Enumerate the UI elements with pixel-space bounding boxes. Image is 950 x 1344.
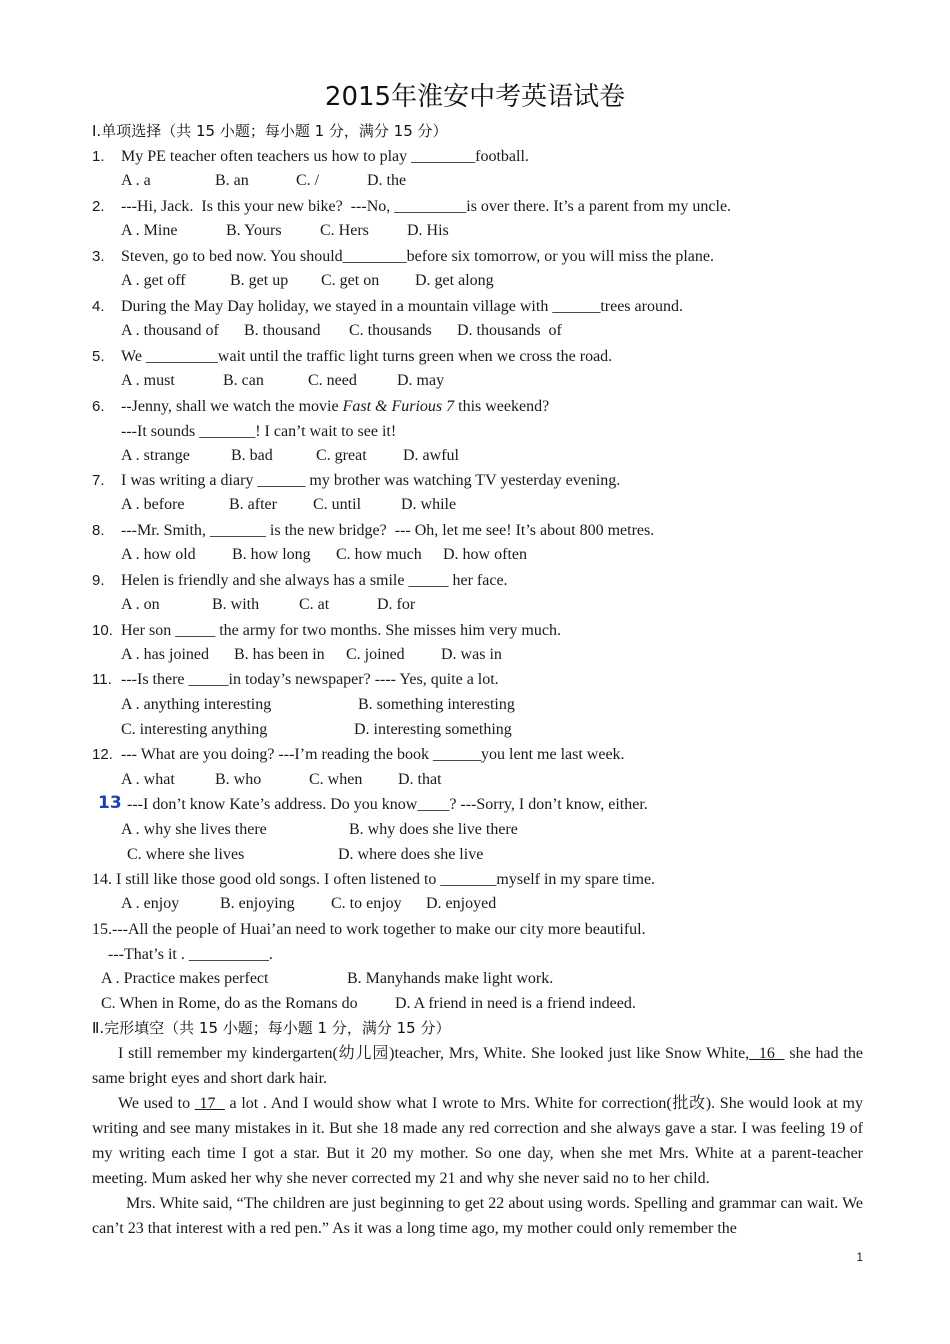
option-b: B. why does she live there: [349, 821, 518, 838]
option-d: D. how often: [443, 546, 527, 563]
option-b: B. get up: [230, 272, 289, 289]
question-number: 11.: [92, 671, 112, 688]
option-d: D. A friend in need is a friend indeed.: [395, 995, 636, 1012]
option-b: B. who: [215, 771, 262, 788]
option-c: C. until: [313, 496, 362, 513]
question-stem: ---Hi, Jack. Is this your new bike? ---No, _________is over there. It’s a parent from my uncle.: [121, 198, 732, 215]
option-b: B. can: [223, 372, 264, 389]
option-a: A . Mine: [121, 222, 178, 239]
question-stem: Her son _____ the army for two months. She misses him very much.: [121, 622, 561, 639]
question-stem: ---Is there _____in today’s newspaper? ---- Yes, quite a lot.: [121, 671, 499, 688]
option-a: A . get off: [121, 272, 186, 289]
option-c: C. When in Rome, do as the Romans do: [101, 995, 358, 1012]
option-b: B. Yours: [226, 222, 282, 239]
question-number: 4.: [92, 298, 105, 315]
question-number: 10.: [92, 622, 113, 639]
option-c: C. where she lives: [127, 846, 245, 863]
option-d: D. that: [398, 771, 442, 788]
question-stem: I was writing a diary ______ my brother was watching TV yesterday evening.: [121, 472, 621, 489]
blank-16: 16: [749, 1045, 785, 1062]
option-a: A . what: [121, 771, 175, 788]
option-a: A . must: [121, 372, 175, 389]
question-stem: ---Mr. Smith, _______ is the new bridge? --- Oh, let me see! It’s about 800 metres.: [121, 522, 655, 539]
question-stem: ---All the people of Huai’an need to work together to make our city more beautiful.: [112, 921, 646, 938]
paragraph-text: Mrs. White said, “The children are just beginning to get 22 about using words. Spelling and grammar can wait. We can’t 23 that interest with a red pen.” As it was a long time ago, my mother could only remember the: [92, 1195, 863, 1237]
option-d: D. where does she live: [338, 846, 484, 863]
question-stem: Helen is friendly and she always has a smile _____ her face.: [121, 572, 508, 589]
option-b: B. after: [229, 496, 277, 513]
option-a: A . before: [121, 496, 185, 513]
passage-paragraph-1: [92, 1041, 863, 1091]
section-heading-multiple-choice: Ⅰ.单项选择（共 15 小题；每小题 1 分，满分 15 分）: [92, 122, 448, 140]
question-stem: Steven, go to bed now. You should________before six tomorrow, or you will miss the plane.: [121, 248, 714, 265]
option-b: B. something interesting: [358, 696, 515, 713]
option-b: B. thousand: [244, 322, 321, 339]
option-d: D. thousands of: [457, 322, 562, 339]
question-number: 2.: [92, 198, 105, 215]
option-d: D. the: [367, 172, 407, 189]
option-b: B. an: [215, 172, 249, 189]
paragraph-text: a lot . And I would show what I wrote to Mrs. White for correction(批改). She would look at my writing and see many mistakes in it. But she 18 made any red correction and she always gave a star. I was feeling 19 of my writing each time I got a star. But it 20 my mother. So one day, when she met Mrs. White at a parent-teacher meeting. Mum asked her why she never corrected my 21 and why she never said no to her child.: [92, 1095, 863, 1187]
question-number: 7.: [92, 472, 105, 489]
option-a: A . Practice makes perfect: [101, 970, 269, 987]
option-c: C. great: [316, 447, 367, 464]
passage-paragraph-3: [92, 1191, 863, 1241]
question-stem-line-2: ---That’s it . __________.: [108, 946, 273, 963]
section-heading-cloze: Ⅱ.完形填空（共 15 小题；每小题 1 分，满分 15 分）: [92, 1019, 451, 1037]
option-d: D. get along: [415, 272, 494, 289]
option-c: C. at: [299, 596, 330, 613]
option-d: D. awful: [403, 447, 459, 464]
option-c: C. thousands: [349, 322, 432, 339]
option-d: D. may: [397, 372, 445, 389]
question-number: 13: [98, 793, 122, 813]
option-d: D. interesting something: [354, 721, 512, 738]
option-d: D. His: [407, 222, 449, 239]
option-d: D. was in: [441, 646, 502, 663]
option-b: B. has been in: [234, 646, 325, 663]
option-c: C. to enjoy: [331, 895, 402, 912]
question-stem: We _________wait until the traffic light turns green when we cross the road.: [121, 348, 613, 365]
question-stem-line-2: ---It sounds _______! I can’t wait to see it!: [121, 423, 397, 440]
question-stem: ---I don’t know Kate’s address. Do you know____? ---Sorry, I don’t know, either.: [127, 796, 648, 813]
option-a: A . thousand of: [121, 322, 219, 339]
question-number: 1.: [92, 148, 105, 165]
option-c: C. joined: [346, 646, 405, 663]
option-b: B. how long: [232, 546, 311, 563]
option-b: B. enjoying: [220, 895, 295, 912]
question-number: 6.: [92, 398, 105, 415]
option-c: C. interesting anything: [121, 721, 268, 738]
option-a: A . strange: [121, 447, 190, 464]
option-a: A . enjoy: [121, 895, 180, 912]
option-b: B. Manyhands make light work.: [347, 970, 554, 987]
movie-title: Fast & Furious 7: [342, 398, 455, 415]
option-b: B. with: [212, 596, 260, 613]
option-a: A . why she lives there: [121, 821, 267, 838]
blank-17: 17: [194, 1095, 225, 1112]
option-c: C. /: [296, 172, 320, 189]
question-stem: During the May Day holiday, we stayed in a mountain village with ______trees around.: [121, 298, 683, 315]
option-c: C. need: [308, 372, 357, 389]
option-c: C. when: [309, 771, 363, 788]
question-number: 15.: [92, 921, 112, 938]
question-stem: My PE teacher often teachers us how to play ________football.: [121, 148, 529, 165]
option-c: C. Hers: [320, 222, 369, 239]
option-d: D. for: [377, 596, 416, 613]
option-d: D. enjoyed: [426, 895, 497, 912]
paragraph-text: she had the same bright eyes and short dark hair.: [92, 1045, 863, 1087]
option-d: D. while: [401, 496, 457, 513]
question-stem: [121, 397, 549, 417]
page-title: 2015年淮安中考英语试卷: [324, 82, 626, 112]
question-number-and-stem: [92, 870, 655, 890]
option-b: B. bad: [231, 447, 273, 464]
question-number: 14.: [92, 871, 112, 888]
paragraph-text: I still remember my kindergarten(幼儿园)teacher, Mrs, White. She looked just like Snow White,: [118, 1045, 750, 1062]
question-stem: --- What are you doing? ---I’m reading the book ______you lent me last week.: [121, 746, 625, 763]
stem-text: --Jenny, shall we watch the movie: [121, 398, 343, 415]
paragraph-text: We used to: [118, 1095, 195, 1112]
stem-text: this weekend?: [454, 398, 550, 415]
passage-paragraph-2: [92, 1091, 863, 1191]
question-number: 3.: [92, 248, 105, 265]
option-a: A . has joined: [121, 646, 209, 663]
option-c: C. how much: [336, 546, 422, 563]
question-number: 12.: [92, 746, 113, 763]
page-number: 1: [856, 1250, 863, 1264]
question-number: 5.: [92, 348, 105, 365]
question-number: 9.: [92, 572, 105, 589]
option-a: A . a: [121, 172, 151, 189]
question-stem: I still like those good old songs. I often listened to _______myself in my spare time.: [116, 871, 656, 888]
option-a: A . on: [121, 596, 160, 613]
option-a: A . anything interesting: [121, 696, 272, 713]
option-c: C. get on: [321, 272, 380, 289]
option-a: A . how old: [121, 546, 196, 563]
question-number-and-stem: [92, 920, 646, 940]
question-number: 8.: [92, 522, 105, 539]
